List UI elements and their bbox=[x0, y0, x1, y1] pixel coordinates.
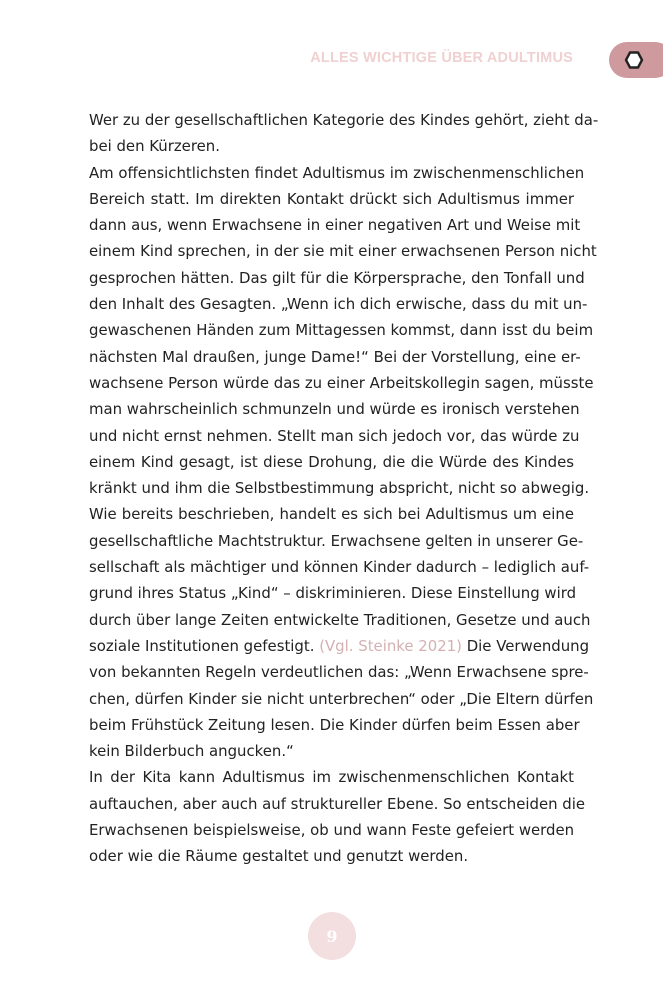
text-line: nächsten Mal draußen, junge Dame!“ Bei der Vorstellung, eine er- bbox=[89, 347, 581, 366]
text-line: wachsene Person würde das zu einer Arbeitskollegin sagen, müsste bbox=[89, 373, 594, 392]
running-header: ALLES WICHTIGE ÜBER ADULTIMUS bbox=[310, 50, 573, 66]
text-line: chen, dürfen Kinder sie nicht unterbrechen“ oder „Die Eltern dürfen bbox=[89, 689, 594, 708]
text-line: gewaschenen Händen zum Mittagessen kommst, dann isst du beim bbox=[89, 321, 594, 340]
text-line: einem Kind gesagt, ist diese Drohung, die die Würde des Kindes bbox=[89, 452, 574, 471]
text-line: den Inhalt des Gesagten. „Wenn ich dich erwische, dass du mit un- bbox=[89, 295, 588, 314]
text-line: Am offensichtlichsten findet Adultismus im zwischenmenschlichen bbox=[89, 163, 585, 182]
citation-reference: (Vgl. Steinke 2021) bbox=[319, 636, 462, 655]
hexagon-icon bbox=[624, 50, 644, 70]
text-line: kränkt und ihm die Selbstbestimmung abspricht, nicht so abwegig. bbox=[89, 479, 590, 498]
text-line: man wahrscheinlich schmunzeln und würde es ironisch verstehen bbox=[89, 400, 580, 419]
text-line: kein Bilderbuch angucken.“ bbox=[89, 742, 294, 761]
text-line: Erwachsenen beispielsweise, ob und wann Feste gefeiert werden bbox=[89, 821, 575, 840]
text-line-with-citation bbox=[89, 633, 590, 659]
text-line: Wie bereits beschrieben, handelt es sich bei Adultismus um eine bbox=[89, 505, 574, 524]
text-segment: Die Verwendung bbox=[461, 636, 590, 655]
text-line: oder wie die Räume gestaltet und genutzt werden. bbox=[89, 847, 469, 866]
text-line: grund ihres Status „Kind“ – diskriminieren. Diese Einstellung wird bbox=[89, 584, 577, 603]
text-line: Bereich statt. Im direkten Kontakt drückt sich Adultismus immer bbox=[89, 189, 574, 208]
text-line: und nicht ernst nehmen. Stellt man sich jedoch vor, das würde zu bbox=[89, 426, 580, 445]
text-line: sellschaft als mächtiger und können Kinder dadurch – lediglich auf- bbox=[89, 558, 590, 577]
text-line: In der Kita kann Adultismus im zwischenmenschlichen Kontakt bbox=[89, 768, 574, 787]
chapter-tab bbox=[609, 42, 663, 78]
text-line: von bekannten Regeln verdeutlichen das: „Wenn Erwachsene spre- bbox=[89, 663, 589, 682]
page-number: 9 bbox=[308, 912, 356, 960]
text-line: auftauchen, aber auch auf struktureller Ebene. So entscheiden die bbox=[89, 794, 586, 813]
text-line: einem Kind sprechen, in der sie mit einer erwachsenen Person nicht bbox=[89, 242, 597, 261]
text-line: Wer zu der gesellschaftlichen Kategorie des Kindes gehört, zieht da- bbox=[89, 111, 599, 129]
text-line: durch über lange Zeiten entwickelte Traditionen, Gesetze und auch bbox=[89, 610, 591, 629]
text-line: beim Frühstück Zeitung lesen. Die Kinder dürfen beim Essen aber bbox=[89, 715, 580, 734]
text-line: dann aus, wenn Erwachsene in einer negativen Art und Weise mit bbox=[89, 216, 581, 235]
text-line: gesellschaftliche Machtstruktur. Erwachsene gelten in unserer Ge- bbox=[89, 531, 584, 550]
body-text bbox=[89, 107, 599, 870]
text-segment: soziale Institutionen gefestigt. bbox=[89, 636, 320, 655]
text-line: bei den Kürzeren. bbox=[89, 137, 220, 156]
text-line: gesprochen hätten. Das gilt für die Körpersprache, den Tonfall und bbox=[89, 268, 585, 287]
